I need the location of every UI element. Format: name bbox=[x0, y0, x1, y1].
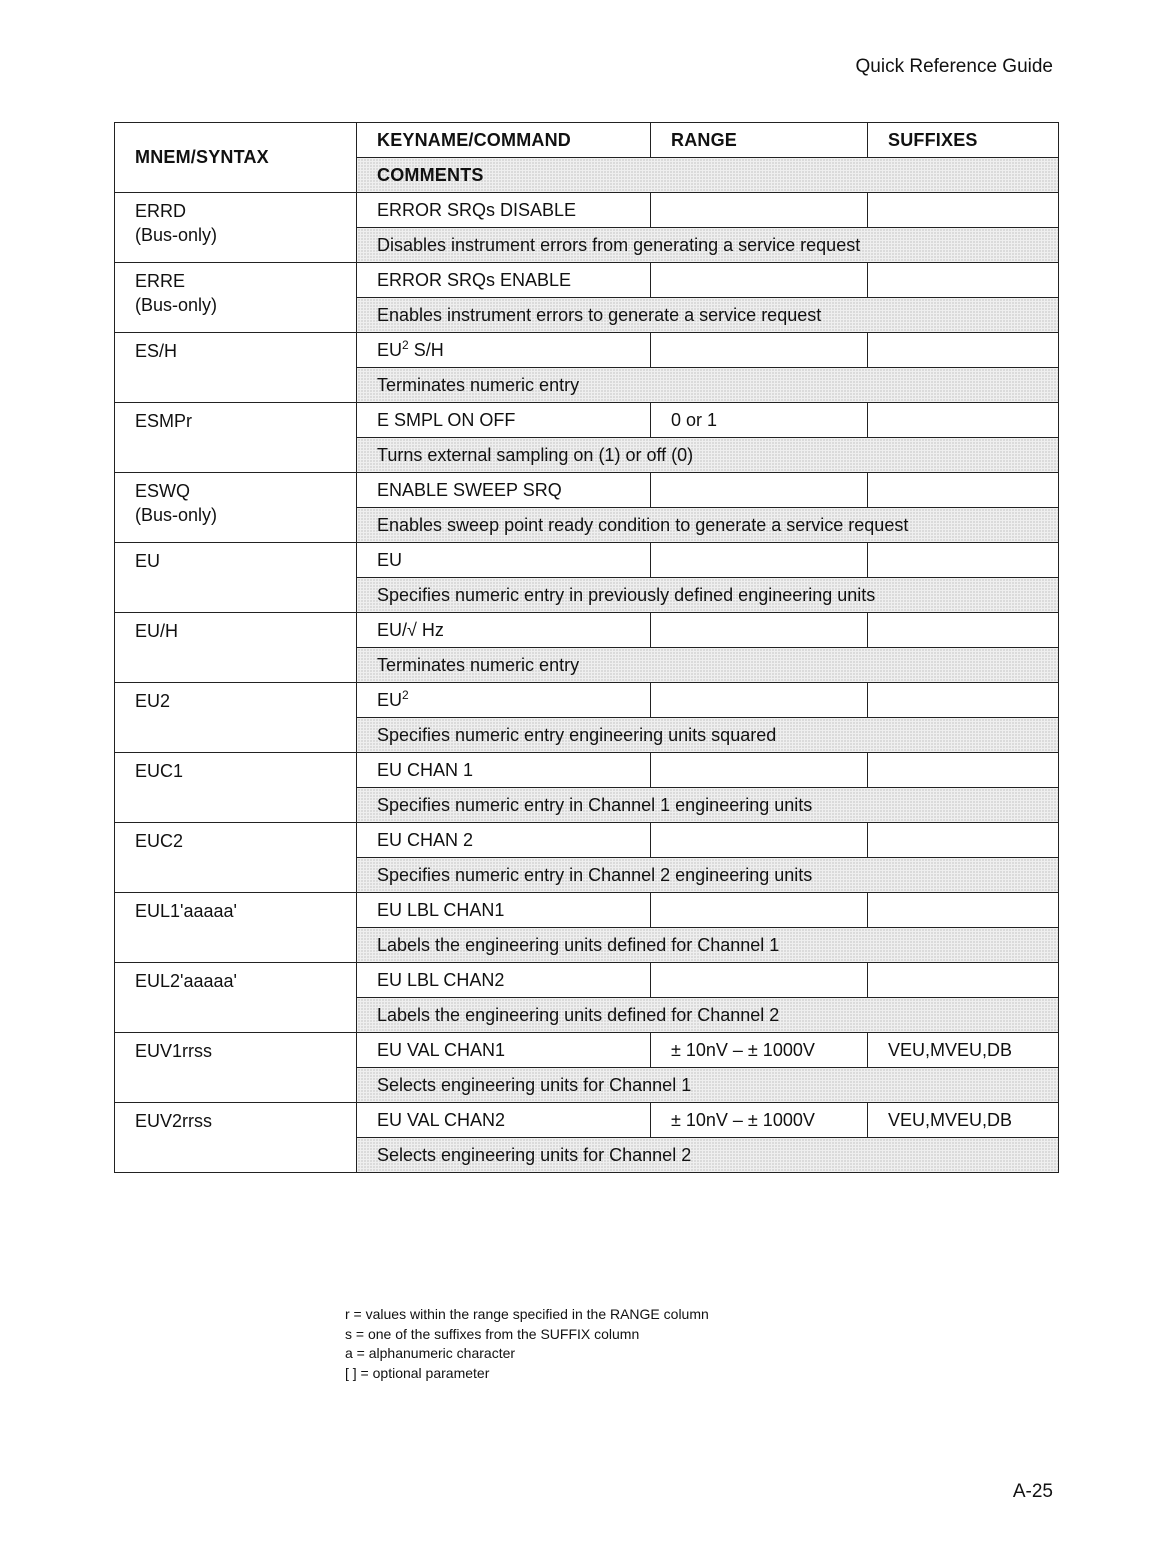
table-row bbox=[115, 543, 1059, 578]
table-row bbox=[115, 1033, 1059, 1068]
comment-cell: Specifies numeric entry engineering units squared bbox=[357, 718, 1059, 753]
mnem-syntax: EUL1'aaaaa' bbox=[135, 901, 237, 921]
keyname-cell bbox=[357, 193, 651, 228]
table-row bbox=[115, 263, 1059, 298]
range-cell bbox=[651, 753, 868, 788]
suffix-cell bbox=[868, 613, 1059, 648]
suffix-cell: VEU,MVEU,DB bbox=[868, 1033, 1059, 1068]
quick-reference-table bbox=[114, 122, 1059, 1173]
mnem-cell bbox=[115, 1103, 357, 1173]
mnem-syntax: EUV1rrss bbox=[135, 1041, 213, 1061]
keyname-cell bbox=[357, 1103, 651, 1138]
keyname-superscript: 2 bbox=[402, 337, 409, 352]
page-number: A-25 bbox=[1012, 1481, 1053, 1502]
range-cell bbox=[651, 333, 868, 368]
keyname-cell bbox=[357, 263, 651, 298]
mnem-syntax: EUL2'aaaaa' bbox=[135, 971, 237, 991]
mnem-syntax: EU/H bbox=[135, 621, 179, 641]
mnem-syntax: ESWQ bbox=[135, 481, 191, 501]
mnem-syntax: ESMPr bbox=[135, 411, 193, 431]
suffix-cell bbox=[868, 963, 1059, 998]
mnem-syntax: ES/H bbox=[135, 341, 178, 361]
keyname-cell bbox=[357, 1033, 651, 1068]
column-header-comments: COMMENTS bbox=[357, 158, 1059, 193]
suffix-cell bbox=[868, 403, 1059, 438]
suffix-cell bbox=[868, 473, 1059, 508]
mnem-syntax: EU2 bbox=[135, 691, 171, 711]
comment-cell: Selects engineering units for Channel 2 bbox=[357, 1138, 1059, 1173]
comment-cell: Labels the engineering units defined for Channel 2 bbox=[357, 998, 1059, 1033]
keyname-cell bbox=[357, 683, 651, 718]
suffix-cell bbox=[868, 543, 1059, 578]
table-row bbox=[115, 613, 1059, 648]
keyname-text: EU CHAN 2 bbox=[377, 829, 474, 850]
table-row bbox=[115, 193, 1059, 228]
mnem-syntax: EUC2 bbox=[135, 831, 184, 851]
mnem-cell bbox=[115, 893, 357, 963]
table-row bbox=[115, 1103, 1059, 1138]
mnem-syntax: EU bbox=[135, 551, 161, 571]
keyname-cell bbox=[357, 333, 651, 368]
mnem-cell bbox=[115, 333, 357, 403]
keyname-superscript: 2 bbox=[402, 687, 409, 702]
table-row bbox=[115, 963, 1059, 998]
keyname-text: EU LBL CHAN2 bbox=[377, 969, 505, 990]
table-body bbox=[115, 193, 1059, 1173]
comment-cell: Specifies numeric entry in Channel 1 engineering units bbox=[357, 788, 1059, 823]
legend bbox=[345, 1305, 709, 1383]
column-header-keyname: KEYNAME/COMMAND bbox=[357, 123, 651, 158]
comment-cell: Terminates numeric entry bbox=[357, 648, 1059, 683]
suffix-cell bbox=[868, 893, 1059, 928]
keyname-cell bbox=[357, 473, 651, 508]
comment-cell: Specifies numeric entry in previously defined engineering units bbox=[357, 578, 1059, 613]
keyname-cell bbox=[357, 403, 651, 438]
suffix-cell: VEU,MVEU,DB bbox=[868, 1103, 1059, 1138]
column-header-range: RANGE bbox=[651, 123, 868, 158]
mnem-cell bbox=[115, 473, 357, 543]
comment-cell: Labels the engineering units defined for Channel 1 bbox=[357, 928, 1059, 963]
mnem-cell bbox=[115, 193, 357, 263]
keyname-cell bbox=[357, 893, 651, 928]
header-row bbox=[115, 123, 1059, 158]
comment-cell: Disables instrument errors from generating a service request bbox=[357, 228, 1059, 263]
mnem-syntax: ERRE bbox=[135, 271, 186, 291]
keyname-cell bbox=[357, 613, 651, 648]
comment-cell: Turns external sampling on (1) or off (0) bbox=[357, 438, 1059, 473]
range-cell bbox=[651, 613, 868, 648]
mnem-cell bbox=[115, 403, 357, 473]
keyname-text: EU bbox=[377, 549, 403, 570]
comment-cell: Terminates numeric entry bbox=[357, 368, 1059, 403]
keyname-text: E SMPL ON OFF bbox=[377, 409, 516, 430]
suffix-cell bbox=[868, 193, 1059, 228]
range-cell bbox=[651, 263, 868, 298]
range-cell bbox=[651, 683, 868, 718]
keyname-cell bbox=[357, 753, 651, 788]
mnem-cell bbox=[115, 823, 357, 893]
column-header-suffixes: SUFFIXES bbox=[868, 123, 1059, 158]
range-cell bbox=[651, 823, 868, 858]
keyname-text: EU LBL CHAN1 bbox=[377, 899, 505, 920]
table-row bbox=[115, 473, 1059, 508]
keyname-text: EU VAL CHAN2 bbox=[377, 1109, 506, 1130]
table-row bbox=[115, 893, 1059, 928]
keyname-text: EU/√ Hz bbox=[377, 619, 444, 640]
mnem-cell bbox=[115, 613, 357, 683]
mnem-syntax: EUV2rrss bbox=[135, 1111, 213, 1131]
mnem-cell bbox=[115, 683, 357, 753]
mnem-cell bbox=[115, 753, 357, 823]
mnem-note: (Bus-only) bbox=[135, 225, 218, 245]
range-cell bbox=[651, 473, 868, 508]
table-row bbox=[115, 683, 1059, 718]
range-cell bbox=[651, 193, 868, 228]
mnem-syntax: ERRD bbox=[135, 201, 187, 221]
comment-cell: Enables sweep point ready condition to generate a service request bbox=[357, 508, 1059, 543]
legend-item: [ ] = optional parameter bbox=[345, 1364, 490, 1381]
keyname-cell bbox=[357, 543, 651, 578]
keyname-text: EU VAL CHAN1 bbox=[377, 1039, 506, 1060]
suffix-cell bbox=[868, 823, 1059, 858]
suffix-cell bbox=[868, 753, 1059, 788]
page-header-title: Quick Reference Guide bbox=[855, 56, 1053, 77]
table-row bbox=[115, 753, 1059, 788]
keyname-text: EU CHAN 1 bbox=[377, 759, 474, 780]
keyname-text: EU bbox=[377, 689, 403, 710]
mnem-note: (Bus-only) bbox=[135, 295, 218, 315]
range-cell: ± 10nV – ± 1000V bbox=[651, 1103, 868, 1138]
legend-item: s = one of the suffixes from the SUFFIX column bbox=[345, 1325, 640, 1342]
keyname-text: ERROR SRQs ENABLE bbox=[377, 269, 572, 290]
keyname-text: EU bbox=[377, 339, 403, 360]
suffix-cell bbox=[868, 333, 1059, 368]
column-header-mnem: MNEM/SYNTAX bbox=[115, 123, 357, 193]
keyname-cell bbox=[357, 963, 651, 998]
range-cell bbox=[651, 893, 868, 928]
mnem-cell bbox=[115, 263, 357, 333]
legend-item: r = values within the range specified in the RANGE column bbox=[345, 1306, 709, 1322]
suffix-cell bbox=[868, 263, 1059, 298]
comment-cell: Specifies numeric entry in Channel 2 engineering units bbox=[357, 858, 1059, 893]
keyname-text: ENABLE SWEEP SRQ bbox=[377, 479, 562, 500]
mnem-cell bbox=[115, 963, 357, 1033]
mnem-syntax: EUC1 bbox=[135, 761, 184, 781]
keyname-cell bbox=[357, 823, 651, 858]
suffix-cell bbox=[868, 683, 1059, 718]
keyname-text: ERROR SRQs DISABLE bbox=[377, 199, 577, 220]
range-cell bbox=[651, 543, 868, 578]
comment-cell: Selects engineering units for Channel 1 bbox=[357, 1068, 1059, 1103]
range-cell bbox=[651, 963, 868, 998]
table-row bbox=[115, 823, 1059, 858]
keyname-tail: S/H bbox=[408, 339, 444, 360]
mnem-cell bbox=[115, 1033, 357, 1103]
mnem-cell bbox=[115, 543, 357, 613]
range-cell: ± 10nV – ± 1000V bbox=[651, 1033, 868, 1068]
legend-item: a = alphanumeric character bbox=[345, 1345, 516, 1361]
table-row bbox=[115, 333, 1059, 368]
range-cell: 0 or 1 bbox=[651, 403, 868, 438]
comment-cell: Enables instrument errors to generate a service request bbox=[357, 298, 1059, 333]
mnem-note: (Bus-only) bbox=[135, 505, 218, 525]
table-row bbox=[115, 403, 1059, 438]
